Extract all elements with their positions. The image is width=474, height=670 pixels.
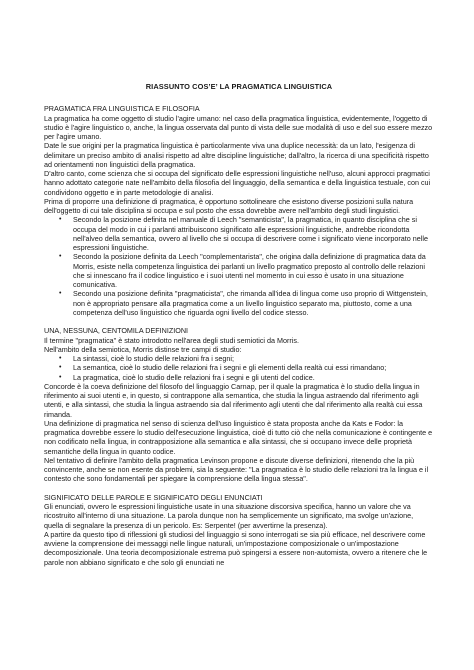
section-heading: SIGNIFICATO DELLE PAROLE E SIGNIFICATO DEGLI ENUNCIATI — [44, 492, 263, 502]
section-heading: PRAGMATICA FRA LINGUISTICA E FILOSOFIA — [44, 104, 200, 114]
bullet-icon: • — [59, 373, 62, 381]
bullet-item — [59, 252, 434, 289]
bullet-item — [59, 372, 434, 382]
bullet-text: Secondo la posizione definita da Leech "complementarista", che origina dalla definizione di pragmatica data da Morris, esiste nella competenza linguistica dei parlanti un livello pragmatico preposto al controllo delle relazioni che si innescano fra il codice linguistico e i suoi utenti nel momento in cui esso è usato in una situazione comunicativa. — [73, 252, 426, 289]
bullet-item — [59, 363, 434, 373]
bullet-text: Secondo la posizione definita nel manuale di Leech "semanticista", la pragmatica, in quanto disciplina che si occupa del modo in cui i parlanti attribuiscono significato alle espressioni linguistiche, andrebbe ricondotta nell'alveo della semantica, ovvero al livello che si occupa di descrivere come i significato viene incorporato nelle espressioni linguistiche. — [73, 215, 428, 252]
bullet-list — [44, 354, 434, 382]
paragraph: A partire da questo tipo di riflessioni gli studiosi del linguaggio si sono interrogati se sia più efficace, nel descrivere come avviene la comprensione dei messaggi nelle lingue naturali, un'impostazione composizionale o un'impostazione decomposizionale. Una teoria decomposizionale estrema può spingersi a essere non-automista, ovvero a ritenere che le parole non abbiano significato e che solo gli enunciati ne — [44, 529, 428, 567]
bullet-icon: • — [59, 290, 62, 298]
bullet-item — [59, 215, 434, 252]
bullet-item — [59, 354, 434, 363]
section-heading: UNA, NESSUNA, CENTOMILA DEFINIZIONI — [44, 326, 189, 336]
bullet-list — [44, 215, 434, 317]
bullet-text: Secondo una posizione definita "pragmaticista", che rimanda all'idea di lingua come uso proprio di Wittgenstein, non è appropriato pensare alla pragmatica come a un livello linguistico separato ma, piuttosto, come a una competenza dell'uso linguistico che riguarda ogni livello del codice stesso. — [73, 289, 428, 317]
document-body — [44, 104, 434, 567]
paragraph: Date le sue origini per la pragmatica linguistica è particolarmente viva una duplice necessità: da un lato, l'esigenza di delimitare un preciso ambito di analisi rispetto ad altre discipline linguistiche; dall'altro, la ricerca di una specificità rispetto ad orientamenti non linguistici della pragmatica. — [44, 141, 429, 169]
paragraph: Concorde è la coeva definizione del filosofo del linguaggio Carnap, per il quale la pragmatica è lo studio della lingua in riferimento ai suoi utenti e, in questo, si contrappone alla semantica, che studia la lingua astraendo dal riferimento agli utenti, e alla sintassi, che studia la lingua astraendo sia dal riferimento agli utenti che dal riferimento alla realtà cui essa rimanda. — [44, 381, 423, 419]
bullet-icon: • — [59, 364, 62, 372]
paragraph: Una definizione di pragmatica nel senso di scienza dell'uso linguistico è stata proposta anche da Kats e Fodor: la pragmatica dovrebbe essere lo studio dell'esecuzione linguistica, cioè di tutto ciò che nella comunicazione è contingente e non codificato nella lingua, in contrapposizione alla semantica e alla sintassi, che si occupano invece delle proprietà semantiche della lingua in quanto codice. — [44, 418, 433, 456]
paragraph: Prima di proporre una definizione di pragmatica, è opportuno sottolineare che esistono diverse posizioni sulla natura dell'oggetto di cui tale disciplina si occupa e sul posto che essa dovrebbe avere nell'ambito degli studi linguistici. — [44, 196, 414, 215]
document-title: RIASSUNTO COS’E’ LA PRAGMATICA LINGUISTICA — [145, 82, 333, 91]
bullet-text: La sintassi, cioè lo studio delle relazioni fra i segni; — [73, 354, 235, 363]
bullet-icon: • — [59, 216, 62, 224]
section-spacer — [44, 317, 434, 326]
bullet-icon: • — [59, 355, 62, 362]
paragraph: D'altro canto, come scienza che si occupa del significato delle espressioni linguistiche nell'uso, alcuni approcci pragmatici hanno adottato categorie nate nell'ambito della filosofia del linguaggio, della semantica e della linguistica testuale, con cui condividono oggetto e in parte metodologie di analisi. — [44, 169, 431, 197]
bullet-icon: • — [59, 253, 62, 261]
paragraph: Gli enunciati, ovvero le espressioni linguistiche usate in una situazione discorsiva specifica, hanno un valore che va ricostruito all'interno di una situazione. La parola dunque non ha semplicemente un significato, ma svolge un'azione, quella di segnalare la presenza di un pericolo. Es: Serpente! (per avvertirne la presenza). — [44, 502, 414, 530]
section-spacer — [44, 484, 434, 493]
bullet-item — [59, 289, 434, 317]
paragraph: Nell'ambito della semiotica, Morris distinse tre campi di studio: — [44, 344, 242, 354]
bullet-text: La pragmatica, cioè lo studio delle relazioni fra i segni e gli utenti del codice. — [73, 372, 315, 382]
bullet-text: La semantica, cioè lo studio delle relazioni fra i segni e gli elementi della realtà cui essi rimandano; — [73, 363, 387, 373]
paragraph: La pragmatica ha come oggetto di studio l'agire umano: nel caso della pragmatica linguistica, evidentemente, l'oggetto di studio è l'agire linguistico o, anche, la lingua osservata dal punto di vista delle sue modalità di uso e del suo essere mezzo per l'agire umano. — [44, 113, 433, 141]
paragraph: Il termine "pragmatica" è stato introdotto nell'area degli studi semiotici da Morris. — [44, 335, 299, 345]
paragraph: Nel tentativo di definire l'ambito della pragmatica Levinson propone e discute diverse definizioni, ritenendo che la più convincente, anche se non esente da problemi, sia la seguente: "La pragmatica è lo studio delle relazioni tra la lingua e il contesto che sono fondamentali per spiegare la comprensione della lingua stessa". — [44, 455, 429, 484]
